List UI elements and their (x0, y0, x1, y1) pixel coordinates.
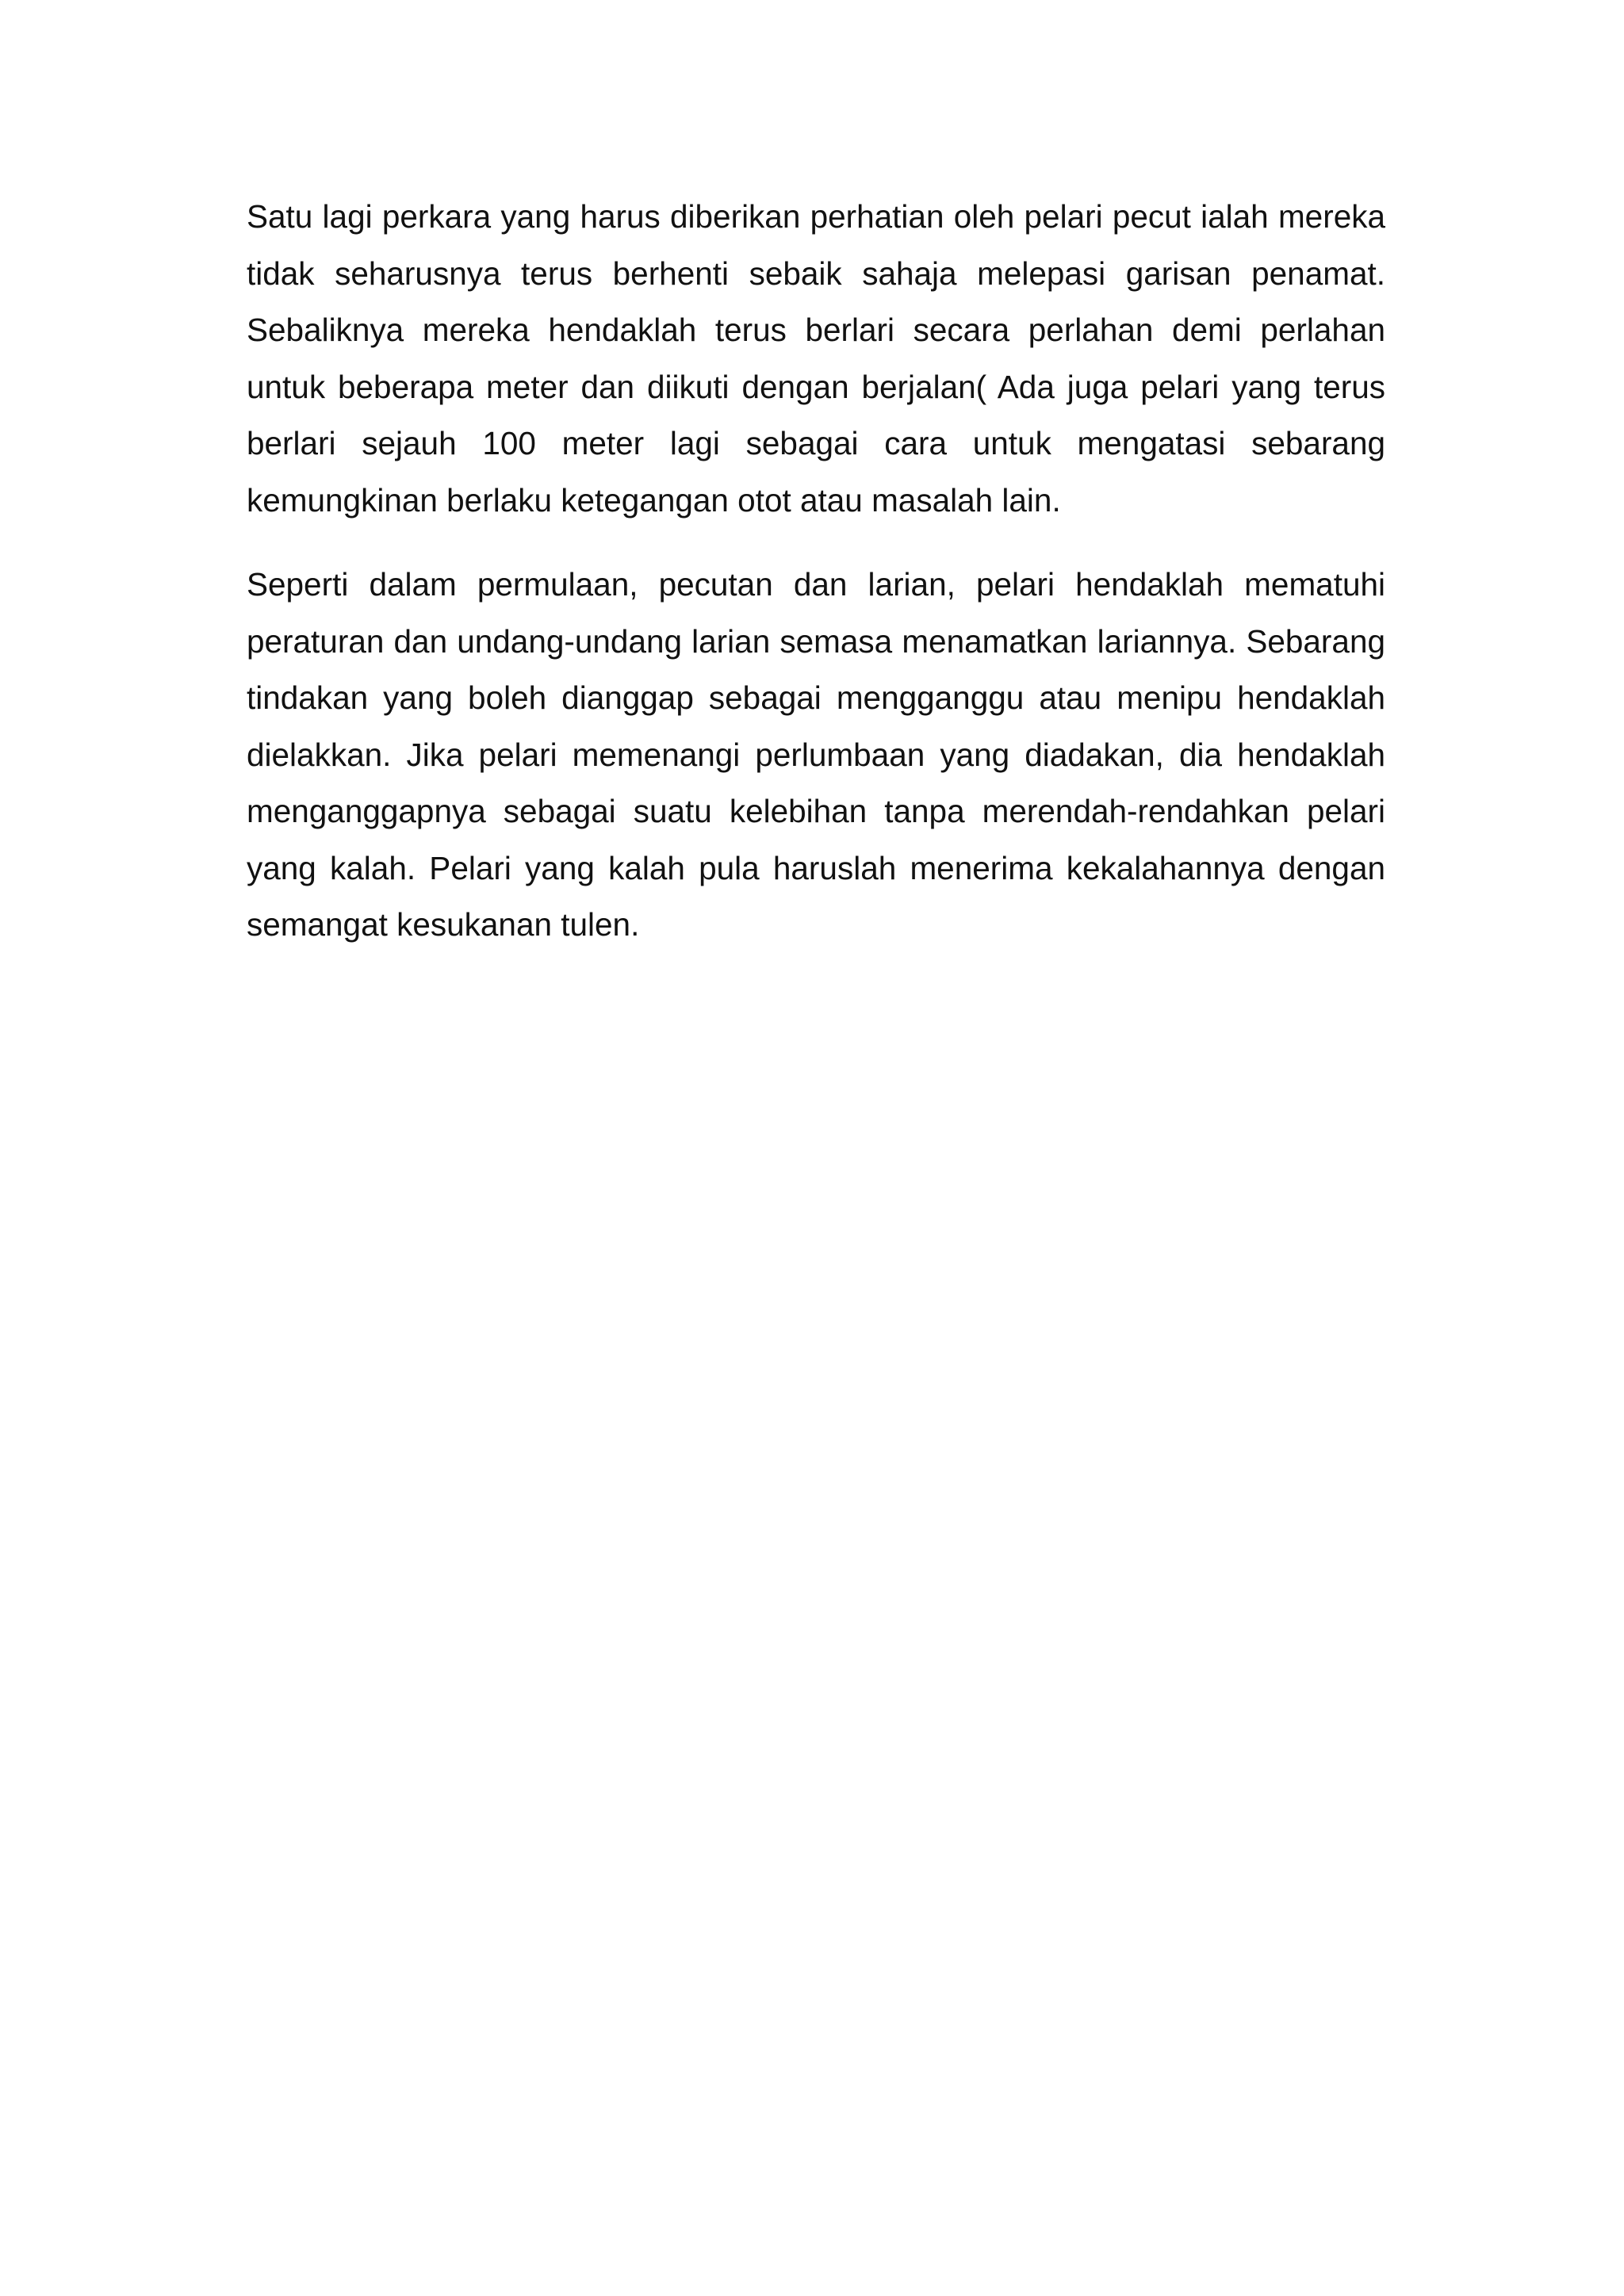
paragraph-2: Seperti dalam permulaan, pecutan dan larian, pelari hendaklah mematuhi peraturan dan undang-undang larian semasa menamatkan lariannya. Sebarang tindakan yang boleh dianggap sebagai mengganggu atau menipu hendaklah dielakkan. Jika pelari memenangi perlumbaan yang diadakan, dia hendaklah menganggapnya sebagai suatu kelebihan tanpa merendah-rendahkan pelari yang kalah. Pelari yang kalah pula haruslah menerima kekalahannya dengan semangat kesukanan tulen. (247, 566, 1385, 943)
paragraph-1: Satu lagi perkara yang harus diberikan perhatian oleh pelari pecut ialah mereka tidak seharusnya terus berhenti sebaik sahaja melepasi garisan penamat. Sebaliknya mereka hendaklah terus berlari secara perlahan demi perlahan untuk beberapa meter dan diikuti dengan berjalan( Ada juga pelari yang terus berlari sejauh 100 meter lagi sebagai cara untuk mengatasi sebarang kemungkinan berlaku ketegangan otot atau masalah lain. (247, 198, 1385, 519)
document-body (247, 189, 1385, 954)
